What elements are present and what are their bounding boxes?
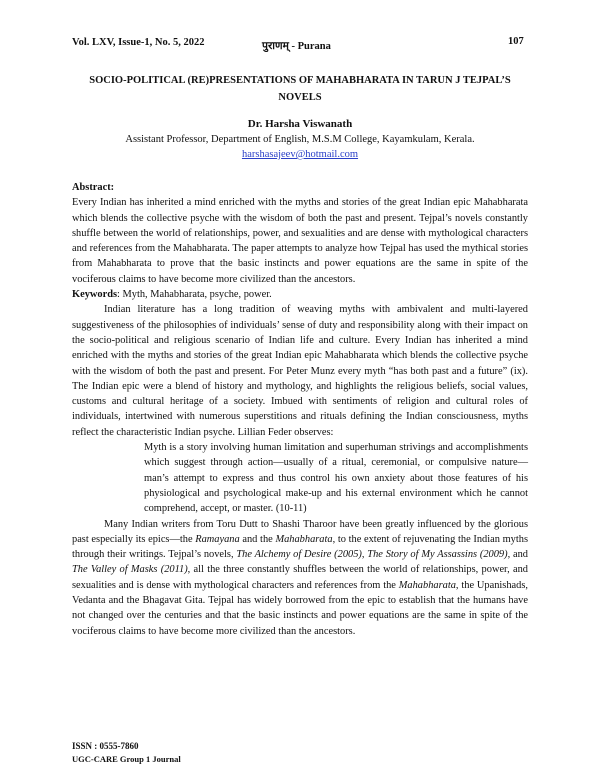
keywords-label: Keywords <box>72 289 118 301</box>
p2-text-f: , all the three constantly shuffles between the world of relationships, power, and sexualities and is dense with mythological characters and references from the <box>72 564 528 591</box>
article-body <box>72 180 528 639</box>
journal-name: पुराणम् - Purana <box>262 41 331 52</box>
p2-novel-2: The Story of My Assassins (2009), <box>367 549 511 561</box>
p2-ramayana: Ramayana <box>195 533 240 545</box>
author-email-wrap <box>72 149 528 160</box>
author-name: Dr. Harsha Viswanath <box>247 118 353 130</box>
abstract-text: Every Indian has inherited a mind enriched with the myths and stories of the great Indian epic Mahabharata which blends the collective psyche with the wisdom of both the past and present. Tejpal’s novels constantly shuffle between the world of relationships, power, and sexualities and are dense with mythological characters and references from the Mahabharata. The paper attempts to analyze how Tejpal has used the mythical stories from Mahabharata to prove that the basic instincts and power equations are the same in spite of the vociferous claims to have become more civilized than the ancestors. <box>72 197 528 285</box>
p2-text-b: and the <box>239 533 276 545</box>
p2-novel-3: The Valley of Masks (2011) <box>72 564 188 576</box>
keywords <box>72 287 528 302</box>
article-title: SOCIO-POLITICAL (RE)PRESENTATIONS OF MAHABHARATA IN TARUN J TEJPAL’S NOVELS <box>89 75 511 103</box>
p2-text-c: , to the extent of rejuvenating the Indian myths through their writings. Tejpal’s novels, <box>72 533 528 561</box>
keywords-text: : Myth, Mahabharata, psyche, power. <box>117 289 272 301</box>
p2-mahabharata-2: Mahabharata <box>398 579 456 591</box>
p2-novel-1: The Alchemy of Desire (2005) <box>236 549 362 561</box>
footer-issn: ISSN : 0555-7860 <box>72 741 139 751</box>
p2-text-g: , the Upanishads, Vedanta and the Bhagavat Gita. Tejpal has widely borrowed from the epic to establish that the humans have not changed over the centuries and that the basic instincts and power equations are the same in spite of the vociferous claims to have become more civilized than the ancestors. <box>72 579 528 637</box>
block-quote: Myth is a story involving human limitation and superhuman strivings and accomplishments which suggest through action—usually of a ritual, ceremonial, or compulsive nature—man’s attempt to express and thus control his own anxiety about those features of his physiological and psychological make-up and his external environment which he cannot comprehend, accept, or master. (10-11) <box>144 442 528 515</box>
p2-text-e: and <box>510 549 529 561</box>
journal-volume: Vol. LXV, Issue-1, No. 5, 2022 <box>72 37 205 48</box>
abstract-heading: Abstract: <box>72 182 115 193</box>
page-number: 107 <box>508 36 524 47</box>
p2-text-a: Many Indian writers from Toru Dutt to Shashi Tharoor have been greatly influenced by the glorious past especially its epics—the <box>72 518 528 545</box>
footer-ugc-group: UGC-CARE Group 1 Journal <box>72 754 181 764</box>
p2-text-d: , <box>361 549 368 561</box>
author-email-link[interactable]: harshasajeev@hotmail.com <box>241 149 359 160</box>
body-paragraph-1: Indian literature has a long tradition of weaving myths with ambivalent and multi-layered suggestiveness of the philosophies of individuals’ sense of duty and responsibility along with their impact on the socio-political and religious scenario of Indian life and culture. Every Indian has inherited a mind enriched with the myths and stories of the great Indian epic Mahabharata which blends the collective psyche with the wisdom of both the past and present. For Peter Munz every myth “has both past and a future” (ix). The Indian epic were a blend of history and mythology, and highlights the religious beliefs, social values, customs and cultural heritage of a society. Imbued with sentiments of religion and cultural roles of individuals, intertwined with numerous superstitions and rituals defining the Indian consciousness, myths reflect the characteristic Indian psyche. Lillian Feder observes: <box>72 304 528 438</box>
p2-mahabharata: Mahabharata <box>275 533 333 545</box>
author-affiliation: Assistant Professor, Department of English, M.S.M College, Kayamkulam, Kerala. <box>125 134 475 145</box>
body-paragraph-2 <box>72 517 528 639</box>
